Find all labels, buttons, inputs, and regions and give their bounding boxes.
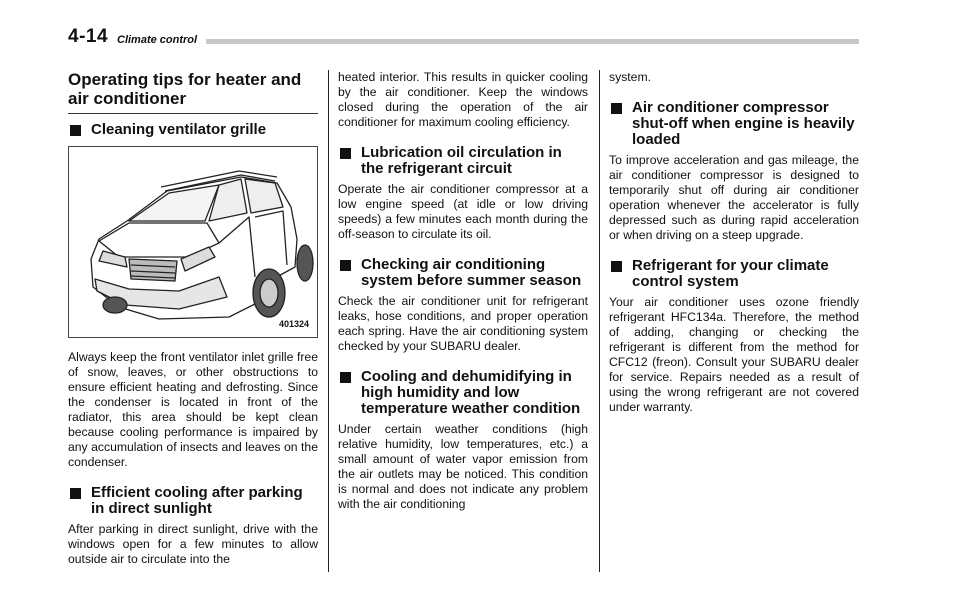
page-number: 4-14 (68, 26, 109, 47)
column-1 (68, 70, 318, 582)
subheading-text: Air conditioner compressor shut-off when engine is heavily loaded (632, 99, 855, 148)
subheading-text: Cooling and dehumidifying in high humidity and low temperature weather condition (361, 368, 581, 417)
subheading (609, 100, 859, 148)
subheading (338, 369, 588, 417)
subheading-text: Lubrication oil circulation in the refrigerant circuit (361, 144, 562, 177)
car-drawing (69, 147, 317, 337)
chapter-title: Climate control (117, 34, 198, 46)
square-bullet-icon (70, 488, 81, 499)
square-bullet-icon (611, 261, 622, 272)
column-divider (599, 70, 600, 572)
subheading (609, 258, 859, 290)
figure-code: 401324 (278, 319, 309, 329)
paragraph: system. (609, 70, 651, 84)
paragraph: After parking in direct sunlight, drive with the windows open for a few minutes to allow outside air to circulate into the (68, 522, 318, 566)
square-bullet-icon (340, 260, 351, 271)
subheading (338, 257, 588, 289)
title-rule (68, 113, 318, 114)
subheading-text: Checking air conditioning system before summer season (361, 256, 582, 289)
paragraph: Your air conditioner uses ozone friendly refrigerant HFC134a. Therefore, the method of adding, changing or checking the refrigerant is different from the method for CFC12 (freon). Consult your SUBARU dealer for service. Repairs needed as a result of using the wrong refrigerant are not covered under warranty. (609, 295, 859, 414)
square-bullet-icon (340, 148, 351, 159)
column-3 (609, 70, 859, 430)
paragraph: To improve acceleration and gas mileage, the air conditioner compressor is designed to temporarily shut off during air conditioner operation whenever the accelerator is fully depressed such as during rapid acceleration or when driving on a steep upgrade. (609, 153, 859, 242)
paragraph: heated interior. This results in quicker cooling by the air conditioner. Keep the windows closed during the operation of the air conditioner for maximum cooling efficiency. (338, 70, 588, 129)
paragraph: Always keep the front ventilator inlet grille free of snow, leaves, or other obstructions to ensure efficient heating and defrosting. Since the condenser is located in front of the radiator, this area should be kept clean because cooling performance is impaired by any accumulation of insects and leaves on the condenser. (68, 350, 318, 469)
square-bullet-icon (340, 372, 351, 383)
subheading-text: Cleaning ventilator grille (91, 121, 267, 138)
paragraph: Under certain weather conditions (high relative humidity, low temperatures, etc.) a small amount of water vapor emission from the air outlets may be noticed. This condition is normal and does not indicate any problem with the air conditioning (338, 422, 588, 511)
subheading-text: Refrigerant for your climate control system (632, 257, 829, 290)
car-illustration (68, 146, 318, 338)
paragraph: Check the air conditioner unit for refrigerant leaks, hose conditions, and proper operation each spring. Have the air conditioning system checked by your SUBARU dealer. (338, 294, 588, 353)
subheading (68, 122, 318, 138)
paragraph: Operate the air conditioner compressor at a low engine speed (at idle or low driving speeds) a few minutes each month during the off-season to circulate its oil. (338, 182, 588, 241)
header-bar (206, 39, 859, 44)
square-bullet-icon (611, 103, 622, 114)
subheading-text: Efficient cooling after parking in direct sunlight (91, 484, 303, 517)
column-divider (328, 70, 329, 572)
subheading (338, 145, 588, 177)
subheading (68, 485, 318, 517)
section-title: Operating tips for heater and air conditioner (68, 70, 302, 108)
square-bullet-icon (70, 125, 81, 136)
column-2 (338, 70, 588, 527)
